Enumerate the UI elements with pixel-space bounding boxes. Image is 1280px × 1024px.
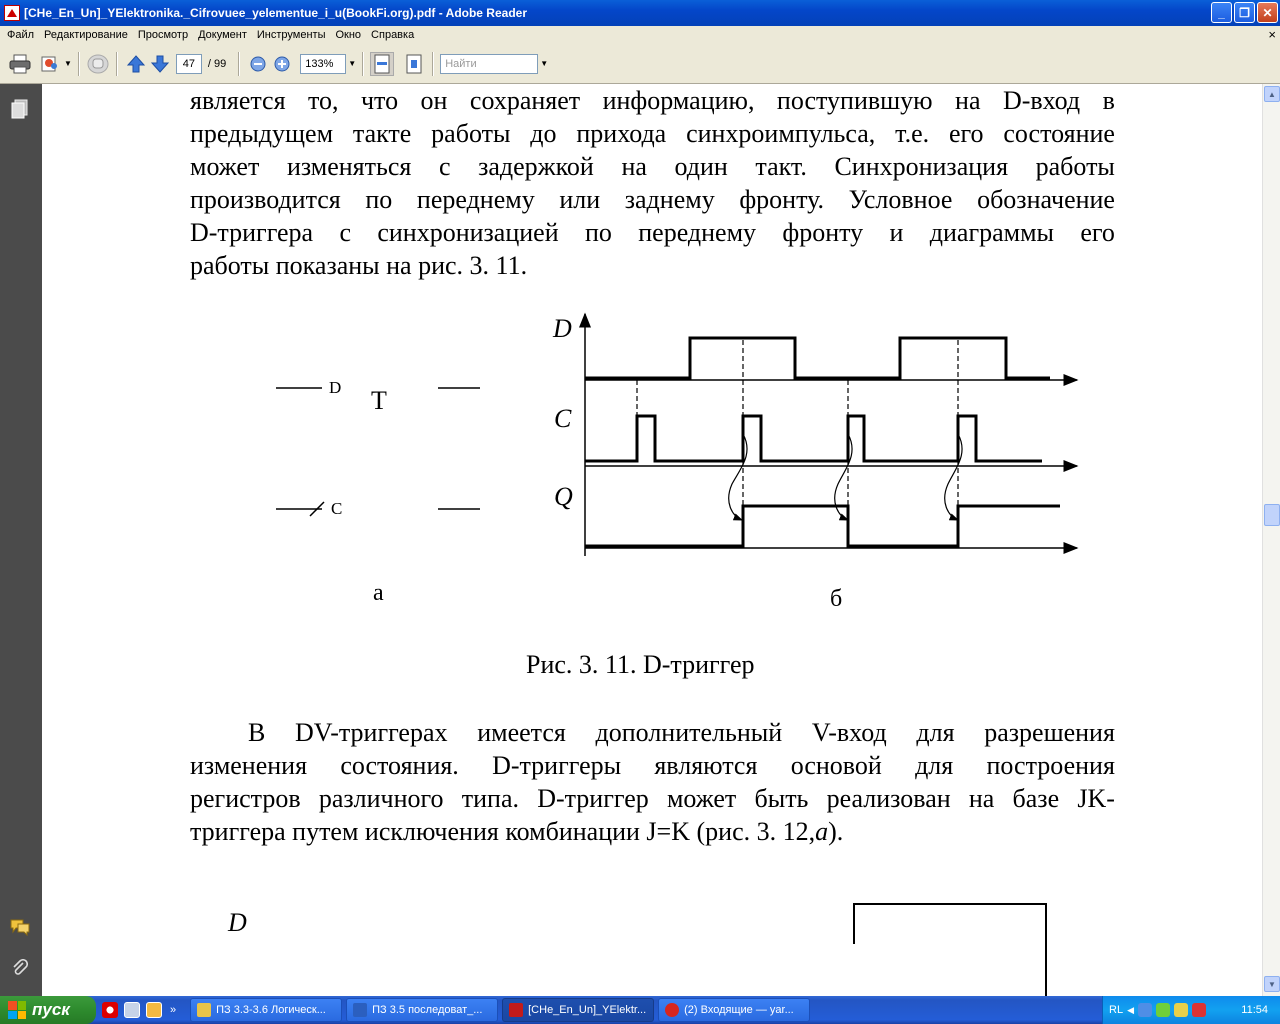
page-number-input[interactable]: 47: [176, 54, 202, 74]
menu-document[interactable]: Документ: [198, 29, 247, 41]
window-title: [CHe_En_Un]_YElektronika._Cifrovuee_yelementue_i_u(BookFi.org).pdf - Adobe Reader: [24, 6, 527, 20]
antivirus-icon[interactable]: [1174, 1003, 1188, 1017]
toolbar-separator: [362, 52, 364, 76]
zoom-in-icon[interactable]: [270, 52, 294, 76]
word: работы: [1035, 152, 1115, 181]
word: состояния.: [340, 751, 459, 780]
task-label: ПЗ 3.3-3.6 Логическ...: [216, 1004, 326, 1016]
page-total: / 99: [207, 57, 227, 70]
word: для: [916, 718, 955, 747]
word: обозначение: [977, 185, 1115, 214]
word-icon: [353, 1003, 367, 1017]
pages-icon[interactable]: [9, 98, 31, 120]
text-line: [190, 183, 1115, 216]
word: изменяться: [286, 152, 412, 181]
word: в: [1102, 86, 1115, 115]
menu-view[interactable]: Просмотр: [137, 29, 189, 41]
word: т.е.: [895, 119, 930, 148]
word: его: [1080, 218, 1115, 247]
menu-bar: [0, 26, 1280, 44]
clock: 11:54: [1241, 1004, 1268, 1016]
word: такт.: [755, 152, 807, 181]
task-button[interactable]: [346, 998, 498, 1022]
word: типа.: [461, 784, 519, 813]
word: дополнительный: [595, 718, 783, 747]
paragraph-2: [190, 716, 1115, 848]
word: один: [674, 152, 728, 181]
word: по: [365, 185, 393, 214]
symbol-d-label: D: [329, 378, 342, 397]
word: В: [248, 718, 266, 747]
word: построения: [986, 751, 1115, 780]
word: быть: [754, 784, 809, 813]
adobe-reader-icon: [4, 5, 20, 21]
word: задержкой: [478, 152, 594, 181]
tray-expand-icon[interactable]: ◀: [1127, 1004, 1134, 1015]
word: синхроимпульса,: [686, 119, 876, 148]
word: на: [621, 152, 647, 181]
fit-width-icon[interactable]: [370, 52, 394, 76]
word: базе: [1012, 784, 1060, 813]
word: JK-: [1077, 784, 1115, 813]
next-page-icon[interactable]: [148, 52, 172, 76]
zoom-out-icon[interactable]: [246, 52, 270, 76]
word: сохраняет: [469, 86, 581, 115]
word: по: [584, 218, 612, 247]
word: Условное: [848, 185, 953, 214]
bottom-d-label: D: [228, 908, 247, 937]
clock-app-icon[interactable]: [146, 1002, 162, 1018]
word: информацию,: [602, 86, 755, 115]
word: до: [530, 119, 557, 148]
text-fragment: триггера путем исключения комбинации J=K (рис. 3. 12,: [190, 817, 816, 846]
task-button[interactable]: [502, 998, 654, 1022]
text-fragment-italic: а: [815, 817, 829, 846]
toolbar-separator: [238, 52, 240, 76]
start-label: пуск: [32, 1000, 70, 1019]
title-bar: [0, 0, 1280, 26]
text-line: [190, 749, 1115, 782]
scroll-up-icon[interactable]: ▲: [1264, 86, 1280, 102]
close-button[interactable]: ✕: [1257, 2, 1278, 23]
word: изменения: [190, 751, 308, 780]
figure-caption: Рис. 3. 11. D-триггер: [526, 650, 755, 679]
previous-page-icon[interactable]: [124, 52, 148, 76]
word: являются: [654, 751, 758, 780]
task-label: (2) Входящие — yar...: [684, 1004, 794, 1016]
task-label: [CHe_En_Un]_YElektr...: [528, 1004, 647, 1016]
word: он: [420, 86, 448, 115]
folder-icon: [197, 1003, 211, 1017]
word: переднему: [638, 218, 757, 247]
word: поступившую: [776, 86, 933, 115]
paragraph-1: [190, 84, 1115, 282]
menu-tools[interactable]: Инструменты: [256, 29, 326, 41]
word: разрешения: [984, 718, 1115, 747]
system-tray: [1102, 996, 1280, 1024]
figure-label-a: а: [373, 580, 384, 606]
language-indicator[interactable]: RL: [1109, 1004, 1124, 1016]
word: для: [915, 751, 954, 780]
scroll-down-icon[interactable]: ▼: [1264, 976, 1280, 992]
notepad-icon[interactable]: [124, 1002, 140, 1018]
word: прихода: [576, 119, 667, 148]
text-line: [190, 216, 1115, 249]
pdf-icon: [509, 1003, 523, 1017]
toolbar: [0, 44, 1280, 84]
print-icon[interactable]: [8, 52, 32, 76]
bottom-figure-box: [852, 902, 1048, 996]
word: с: [438, 152, 451, 181]
word: диаграммы: [929, 218, 1055, 247]
word: является: [190, 86, 286, 115]
comments-icon[interactable]: [9, 916, 31, 938]
window-controls: [1211, 2, 1278, 23]
zoom-input[interactable]: 133%: [300, 54, 346, 74]
word: или: [559, 185, 601, 214]
search-dropdown-icon[interactable]: ▼: [540, 59, 549, 68]
document-close-icon[interactable]: ×: [1268, 27, 1276, 42]
taskbar: [0, 996, 1280, 1024]
text-line: [190, 815, 1115, 848]
toolbar-separator: [78, 52, 80, 76]
search-input[interactable]: Найти: [440, 54, 538, 74]
menu-help[interactable]: Справка: [371, 29, 415, 41]
toolbar-separator: [432, 52, 434, 76]
text-line: [190, 150, 1115, 183]
security-icon[interactable]: [1156, 1003, 1170, 1017]
word: фронту: [782, 218, 864, 247]
share-dropdown-icon[interactable]: ▼: [64, 59, 72, 68]
word: переднему: [416, 185, 535, 214]
word: имеется: [477, 718, 566, 747]
word: фронту.: [739, 185, 824, 214]
word: его: [948, 119, 984, 148]
task-button[interactable]: [658, 998, 810, 1022]
word: производится: [190, 185, 341, 214]
toolbar-separator: [116, 52, 118, 76]
fit-page-icon[interactable]: [402, 52, 426, 76]
figure-label-b: б: [830, 586, 843, 612]
word: D-триггера: [190, 218, 314, 247]
c-axis-label: C: [554, 404, 572, 433]
text-line: [190, 782, 1115, 815]
vertical-scrollbar[interactable]: [1262, 84, 1280, 996]
menu-window[interactable]: Окно: [335, 29, 362, 41]
word: регистров: [190, 784, 301, 813]
word: реализован: [826, 784, 951, 813]
text-line: [190, 84, 1115, 117]
app-tray-icon[interactable]: [1192, 1003, 1206, 1017]
word: и: [889, 218, 904, 247]
d-axis-label: D: [553, 314, 572, 343]
navigation-panel: [0, 84, 42, 996]
menu-file[interactable]: Файл: [7, 29, 35, 41]
q-axis-label: Q: [554, 482, 573, 511]
symbol-t-label: T: [371, 386, 387, 415]
scroll-thumb[interactable]: [1264, 504, 1280, 526]
menu-edit[interactable]: Редактирование: [44, 29, 128, 41]
document-view: [42, 84, 1262, 996]
zoom-dropdown-icon[interactable]: ▼: [348, 59, 357, 68]
word: различного: [318, 784, 444, 813]
windows-logo-icon: [8, 1001, 26, 1019]
task-button[interactable]: [190, 998, 342, 1022]
minimize-button[interactable]: _: [1211, 2, 1232, 23]
word: D-вход: [1002, 86, 1081, 115]
hand-tool-icon[interactable]: [86, 52, 110, 76]
word: предыдущем: [190, 119, 334, 148]
opera-icon[interactable]: [102, 1002, 118, 1018]
text-line: [190, 716, 1115, 749]
word: на: [955, 86, 981, 115]
word: работы: [431, 119, 511, 148]
word: заднему: [624, 185, 715, 214]
quicklaunch-more-icon[interactable]: »: [170, 1004, 177, 1016]
word: основой: [790, 751, 882, 780]
word: то,: [308, 86, 339, 115]
word: синхронизацией: [377, 218, 559, 247]
restore-button[interactable]: ❐: [1234, 2, 1255, 23]
text-fragment: ).: [828, 817, 844, 846]
task-label: ПЗ 3.5 последоват_...: [372, 1004, 483, 1016]
word: Синхронизация: [834, 152, 1009, 181]
word: D-триггер: [537, 784, 649, 813]
network-icon[interactable]: [1138, 1003, 1152, 1017]
text-line: [190, 117, 1115, 150]
word: может: [190, 152, 260, 181]
word: что: [360, 86, 399, 115]
word: D-триггеры: [492, 751, 622, 780]
share-icon[interactable]: [38, 52, 62, 76]
word: такте: [352, 119, 412, 148]
symbol-c-label: C: [331, 499, 343, 518]
text-line: работы показаны на рис. 3. 11.: [190, 251, 528, 280]
start-button[interactable]: [0, 996, 96, 1024]
attachments-icon[interactable]: [9, 958, 31, 980]
word: может: [666, 784, 737, 813]
word: DV-триггерах: [295, 718, 448, 747]
word: на: [968, 784, 995, 813]
opera-icon: [665, 1003, 679, 1017]
word: состояние: [1003, 119, 1115, 148]
word: V-вход: [811, 718, 887, 747]
word: с: [339, 218, 351, 247]
